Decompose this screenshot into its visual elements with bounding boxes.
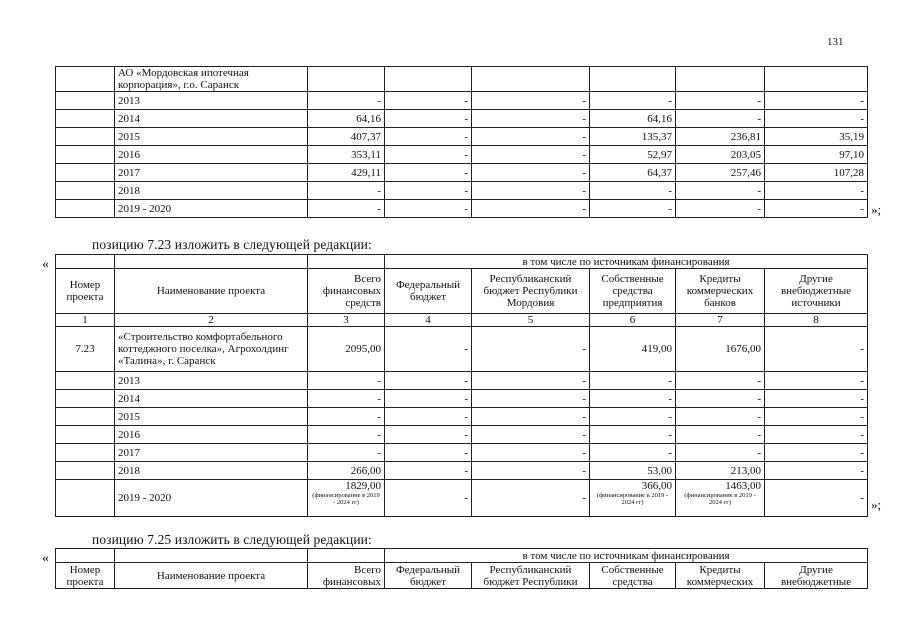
credits-value: 203,05 [676, 146, 765, 164]
own-value: 135,37 [590, 128, 676, 146]
federal-value: - [385, 182, 472, 200]
table-row [56, 462, 868, 480]
federal-value: - [385, 110, 472, 128]
credits-value: - [676, 182, 765, 200]
credits-value: - [676, 444, 765, 462]
federal-value: - [385, 146, 472, 164]
total-value: - [308, 408, 385, 426]
total-value: 407,37 [308, 128, 385, 146]
table-row [56, 164, 868, 182]
own-note: (финансирование в 2019 - 2024 гг) [596, 492, 669, 506]
heading-7-23: позицию 7.23 изложить в следующей редакции: [92, 237, 372, 252]
credits-note: (финансирование в 2019 - 2024 гг) [684, 492, 756, 506]
close-quote-top: »; [871, 202, 882, 217]
total-value: - [308, 390, 385, 408]
own-value: - [590, 444, 676, 462]
total-value: - [308, 200, 385, 218]
col-own-header: Собственные средства предприятия [590, 269, 676, 314]
project-own: 419,00 [590, 327, 676, 372]
empty-cell [56, 92, 115, 110]
republic-value: - [472, 372, 590, 390]
table-row [56, 182, 868, 200]
year-cell: 2018 [115, 462, 308, 480]
year-cell: 2015 [115, 128, 308, 146]
own-value: 53,00 [590, 462, 676, 480]
column-number: 3 [308, 314, 385, 327]
org-name: АО «Мордовская ипотечная корпорация», г.о. Саранск [115, 67, 308, 92]
total-value: - [308, 444, 385, 462]
col-total-header: Всего финансовых [308, 563, 385, 589]
open-quote-723: « [42, 257, 49, 272]
other-value: - [765, 372, 868, 390]
empty-cell [56, 390, 115, 408]
col-other-header: Другие внебюджетные источники [765, 269, 868, 314]
total-value: - [308, 426, 385, 444]
total-value: - [308, 182, 385, 200]
credits-value: - [676, 200, 765, 218]
empty-cell [56, 444, 115, 462]
republic-value: - [472, 390, 590, 408]
republic-value: - [472, 128, 590, 146]
other-value: - [765, 390, 868, 408]
credits-value: 257,46 [676, 164, 765, 182]
col-name-header: Наименование проекта [115, 269, 308, 314]
year-cell: 2019 - 2020 [115, 480, 308, 517]
empty-cell [56, 110, 115, 128]
project-7-25-table [55, 548, 868, 589]
own-value: 52,97 [590, 146, 676, 164]
col-total-header: Всего финансовых средств [308, 269, 385, 314]
year-cell: 2016 [115, 426, 308, 444]
year-cell: 2017 [115, 444, 308, 462]
credits-value: - [676, 92, 765, 110]
total-value: 353,11 [308, 146, 385, 164]
col-federal-header: Федеральный бюджет [385, 563, 472, 589]
own-value: 366,00 [641, 480, 672, 492]
year-cell: 2018 [115, 182, 308, 200]
table-row [56, 200, 868, 218]
col-credits-header: Кредиты коммерческих [676, 563, 765, 589]
other-value: 107,28 [765, 164, 868, 182]
other-value: - [765, 480, 868, 517]
republic-value: - [472, 164, 590, 182]
republic-value: - [472, 110, 590, 128]
total-value: - [308, 92, 385, 110]
own-value: - [590, 372, 676, 390]
column-number: 6 [590, 314, 676, 327]
year-cell: 2013 [115, 372, 308, 390]
own-value: - [590, 200, 676, 218]
republic-value: - [472, 408, 590, 426]
year-cell: 2015 [115, 408, 308, 426]
column-number: 8 [765, 314, 868, 327]
credits-value: - [676, 426, 765, 444]
other-value: - [765, 408, 868, 426]
project-other: - [765, 327, 868, 372]
other-value: - [765, 426, 868, 444]
federal-value: - [385, 480, 472, 517]
own-value: - [590, 390, 676, 408]
total-value: 1829,00 [345, 480, 381, 492]
col-own-header: Собственные средства [590, 563, 676, 589]
republic-value: - [472, 92, 590, 110]
other-value: 35,19 [765, 128, 868, 146]
project-credits: 1676,00 [676, 327, 765, 372]
federal-value: - [385, 164, 472, 182]
republic-value: - [472, 146, 590, 164]
column-number: 1 [56, 314, 115, 327]
col-republic-header: Республиканский бюджет Республики Мордовия [472, 269, 590, 314]
own-value: - [590, 182, 676, 200]
year-cell: 2019 - 2020 [115, 200, 308, 218]
empty-cell [56, 426, 115, 444]
credits-value: 236,81 [676, 128, 765, 146]
credits-value: - [676, 408, 765, 426]
project-total: 2095,00 [308, 327, 385, 372]
financing-group-header: в том числе по источникам финансирования [385, 255, 868, 269]
other-value: - [765, 462, 868, 480]
col-credits-header: Кредиты коммерческих банков [676, 269, 765, 314]
table-row [56, 426, 868, 444]
credits-value: 213,00 [676, 462, 765, 480]
total-value: 266,00 [308, 462, 385, 480]
republic-value: - [472, 182, 590, 200]
total-value: 429,11 [308, 164, 385, 182]
column-number: 4 [385, 314, 472, 327]
total-value: 64,16 [308, 110, 385, 128]
empty-cell [56, 146, 115, 164]
own-value: 64,37 [590, 164, 676, 182]
empty-cell [56, 128, 115, 146]
total-value: - [308, 372, 385, 390]
republic-value: - [472, 444, 590, 462]
empty-cell [56, 164, 115, 182]
federal-value: - [385, 372, 472, 390]
empty-cell [56, 182, 115, 200]
federal-value: - [385, 128, 472, 146]
year-cell: 2016 [115, 146, 308, 164]
year-cell: 2014 [115, 390, 308, 408]
other-value: - [765, 110, 868, 128]
project-republic: - [472, 327, 590, 372]
column-number: 5 [472, 314, 590, 327]
federal-value: - [385, 462, 472, 480]
project-number: 7.23 [56, 327, 115, 372]
project-federal: - [385, 327, 472, 372]
other-value: 97,10 [765, 146, 868, 164]
federal-value: - [385, 408, 472, 426]
table-row [56, 390, 868, 408]
total-note: (финансирование в 2019 - 2024 гг) [312, 492, 380, 506]
table-row [56, 110, 868, 128]
federal-value: - [385, 200, 472, 218]
empty-cell [56, 200, 115, 218]
col-republic-header: Республиканский бюджет Республики [472, 563, 590, 589]
own-value: - [590, 92, 676, 110]
federal-value: - [385, 390, 472, 408]
heading-7-25: позицию 7.25 изложить в следующей редакции: [92, 532, 372, 547]
project-name: «Строительство комфортабельного коттеджного поселка», Агрохолдинг «Талина», г. Саранск [115, 327, 308, 372]
project-7-23-table [55, 254, 868, 517]
column-number: 7 [676, 314, 765, 327]
page-number: 131 [827, 36, 844, 48]
col-federal-header: Федеральный бюджет [385, 269, 472, 314]
republic-value: - [472, 462, 590, 480]
table-row [56, 444, 868, 462]
other-value: - [765, 200, 868, 218]
empty-cell [56, 462, 115, 480]
financing-group-header: в том числе по источникам финансирования [385, 549, 868, 563]
credits-value: - [676, 390, 765, 408]
federal-value: - [385, 426, 472, 444]
own-value: 64,16 [590, 110, 676, 128]
table-row [56, 128, 868, 146]
credits-value: - [676, 110, 765, 128]
republic-value: - [472, 200, 590, 218]
top-table [55, 66, 868, 218]
table-row [56, 146, 868, 164]
credits-value: - [676, 372, 765, 390]
close-quote-723: »; [871, 497, 882, 512]
empty-cell [56, 408, 115, 426]
other-value: - [765, 444, 868, 462]
col-number-header: Номер проекта [56, 269, 115, 314]
credits-value: 1463,00 [725, 480, 761, 492]
open-quote-725: « [42, 551, 49, 566]
year-cell: 2013 [115, 92, 308, 110]
republic-value: - [472, 426, 590, 444]
col-name-header: Наименование проекта [115, 563, 308, 589]
table-row [56, 92, 868, 110]
col-other-header: Другие внебюджетные [765, 563, 868, 589]
own-value: - [590, 426, 676, 444]
table-row [56, 372, 868, 390]
republic-value: - [472, 480, 590, 517]
federal-value: - [385, 92, 472, 110]
other-value: - [765, 182, 868, 200]
federal-value: - [385, 444, 472, 462]
year-cell: 2014 [115, 110, 308, 128]
col-number-header: Номер проекта [56, 563, 115, 589]
year-cell: 2017 [115, 164, 308, 182]
own-value: - [590, 408, 676, 426]
empty-cell [56, 372, 115, 390]
other-value: - [765, 92, 868, 110]
table-row [56, 408, 868, 426]
column-number: 2 [115, 314, 308, 327]
